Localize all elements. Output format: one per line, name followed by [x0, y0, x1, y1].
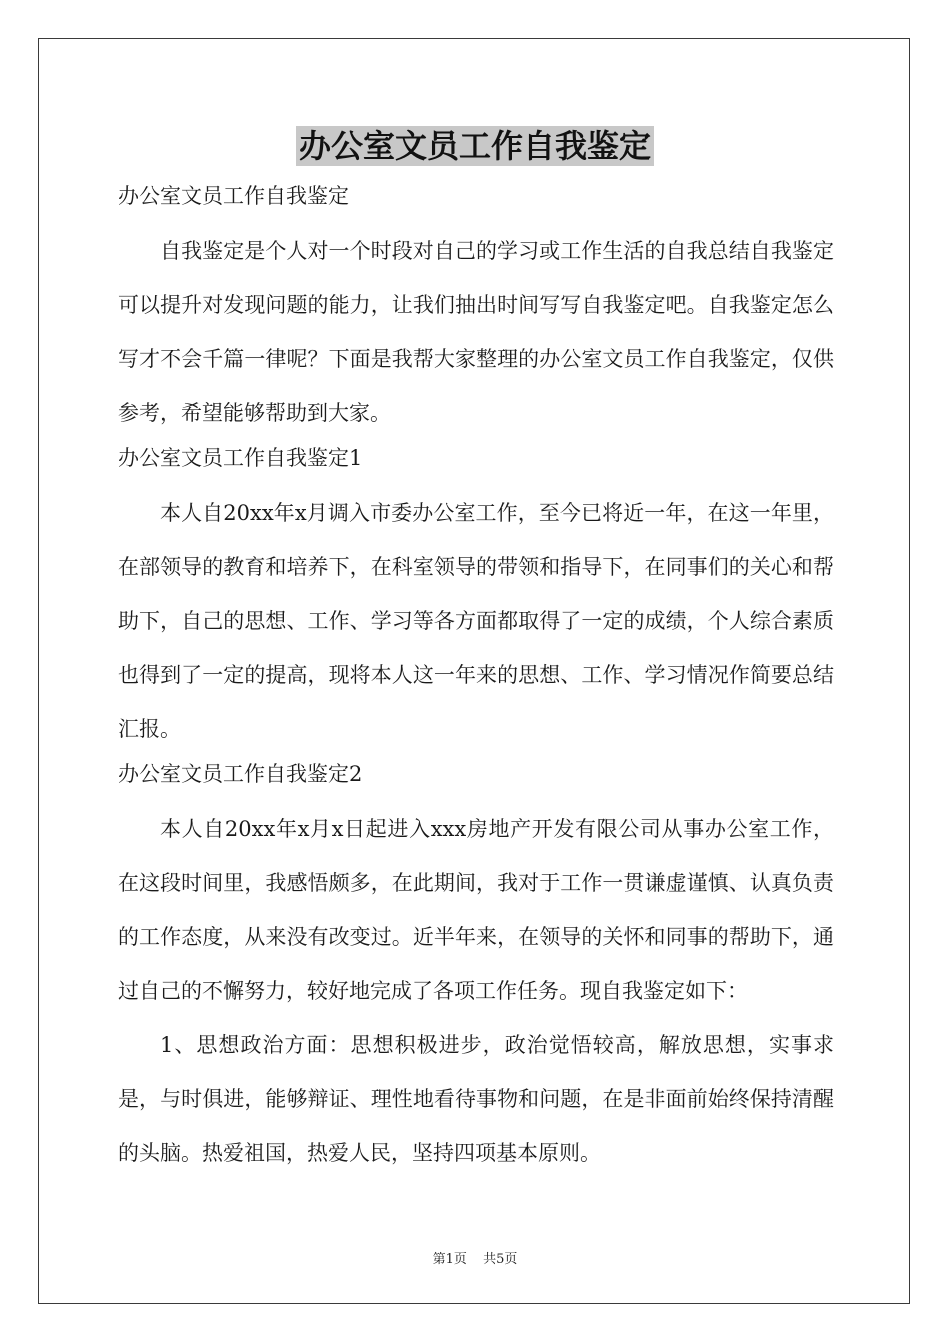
section-heading: 办公室文员工作自我鉴定1	[118, 446, 363, 470]
paragraph: 自我鉴定是个人对一个时段对自己的学习或工作生活的自我总结自我鉴定可以提升对发现问题的能力，让我们抽出时间写写自我鉴定吧。自我鉴定怎么写才不会千篇一律呢？下面是我帮大家整理的办公室文员工作自我鉴定，仅供参考，希望能够帮助到大家。	[118, 239, 834, 425]
document-body	[118, 176, 834, 1180]
page-total: 共5页	[483, 1252, 518, 1267]
paragraph: 本人自20xx年x月x日起进入xxx房地产开发有限公司从事办公室工作，在这段时间里，我感悟颇多，在此期间，我对于工作一贯谦虚谨慎、认真负责的工作态度，从来没有改变过。近半年来，在领导的关怀和同事的帮助下，通过自己的不懈努力，较好地完成了各项工作任务。现自我鉴定如下：	[118, 817, 834, 1003]
page-number: 第1页	[432, 1252, 467, 1267]
paragraph: 本人自20xx年x月调入市委办公室工作，至今已将近一年，在这一年里，在部领导的教育和培养下，在科室领导的带领和指导下，在同事们的关心和帮助下，自己的思想、工作、学习等各方面都取得了一定的成绩，个人综合素质也得到了一定的提高，现将本人这一年来的思想、工作、学习情况作简要总结汇报。	[118, 501, 834, 741]
section-heading: 办公室文员工作自我鉴定2	[118, 762, 363, 786]
section-heading: 办公室文员工作自我鉴定	[118, 184, 349, 208]
document-title: 办公室文员工作自我鉴定	[296, 126, 654, 166]
title-container	[0, 126, 950, 166]
page-footer	[0, 1248, 950, 1267]
paragraph: 1、思想政治方面：思想积极进步，政治觉悟较高，解放思想，实事求是，与时俱进，能够辩证、理性地看待事物和问题，在是非面前始终保持清醒的头脑。热爱祖国，热爱人民，坚持四项基本原则。	[118, 1033, 834, 1165]
